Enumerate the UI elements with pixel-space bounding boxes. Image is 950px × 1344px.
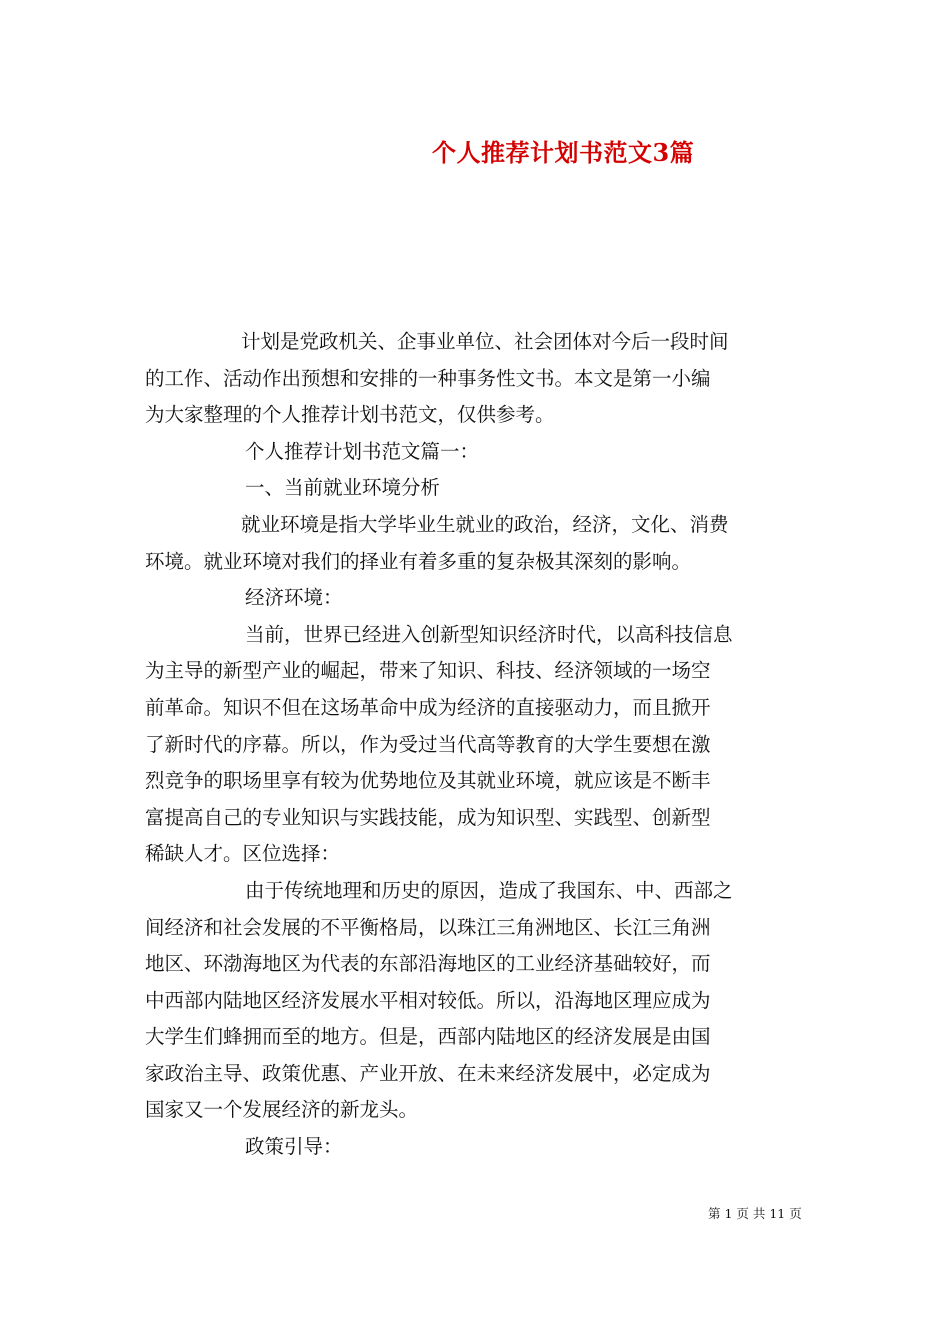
paragraph-line: 环境。就业环境对我们的择业有着多重的复杂极其深刻的影响。 xyxy=(145,549,692,573)
paragraph-line: 由于传统地理和历史的原因，造成了我国东、中、西部之 xyxy=(245,878,733,902)
paragraph-line: 大学生们蜂拥而至的地方。但是，西部内陆地区的经济发展是由国 xyxy=(145,1025,711,1049)
page-number: 第 1 页 共 11 页 xyxy=(708,1206,802,1221)
paragraph-line: 就业环境是指大学毕业生就业的政治，经济，文化、消费 xyxy=(241,512,729,536)
paragraph-line: 地区、环渤海地区为代表的东部沿海地区的工业经济基础较好，而 xyxy=(145,952,711,976)
document-body xyxy=(145,324,809,1166)
section-heading: 政策引导： xyxy=(245,1135,343,1159)
paragraph-line: 了新时代的序幕。所以，作为受过当代高等教育的大学生要想在激 xyxy=(145,732,711,756)
section-heading: 经济环境： xyxy=(245,586,343,610)
paragraph-line: 烈竞争的职场里享有较为优势地位及其就业环境，就应该是不断丰 xyxy=(145,769,711,793)
paragraph-line: 前革命。知识不但在这场革命中成为经济的直接驱动力，而且掀开 xyxy=(145,695,711,719)
paragraph-line: 稀缺人才。区位选择： xyxy=(145,842,341,866)
paragraph-line: 中西部内陆地区经济发展水平相对较低。所以，沿海地区理应成为 xyxy=(145,988,711,1012)
section-heading: 个人推荐计划书范文篇一： xyxy=(245,439,480,463)
paragraph-line: 家政治主导、政策优惠、产业开放、在未来经济发展中，必定成为 xyxy=(145,1061,711,1085)
paragraph-line: 间经济和社会发展的不平衡格局，以珠江三角洲地区、长江三角洲 xyxy=(145,915,711,939)
paragraph-line: 为主导的新型产业的崛起，带来了知识、科技、经济领域的一场空 xyxy=(145,659,711,683)
section-heading: 一、当前就业环境分析 xyxy=(245,476,441,500)
document-title: 个人推荐计划书范文3篇 xyxy=(432,138,695,167)
paragraph-line: 计划是党政机关、企事业单位、社会团体对今后一段时间 xyxy=(241,330,729,353)
paragraph-line: 的工作、活动作出预想和安排的一种事务性文书。本文是第一小编 xyxy=(145,366,711,390)
paragraph-line: 富提高自己的专业知识与实践技能，成为知识型、实践型、创新型 xyxy=(145,805,711,829)
paragraph-line: 国家又一个发展经济的新龙头。 xyxy=(145,1098,419,1122)
paragraph-line: 当前，世界已经进入创新型知识经济时代，以高科技信息 xyxy=(245,622,733,646)
paragraph-line: 为大家整理的个人推荐计划书范文，仅供参考。 xyxy=(145,403,555,427)
